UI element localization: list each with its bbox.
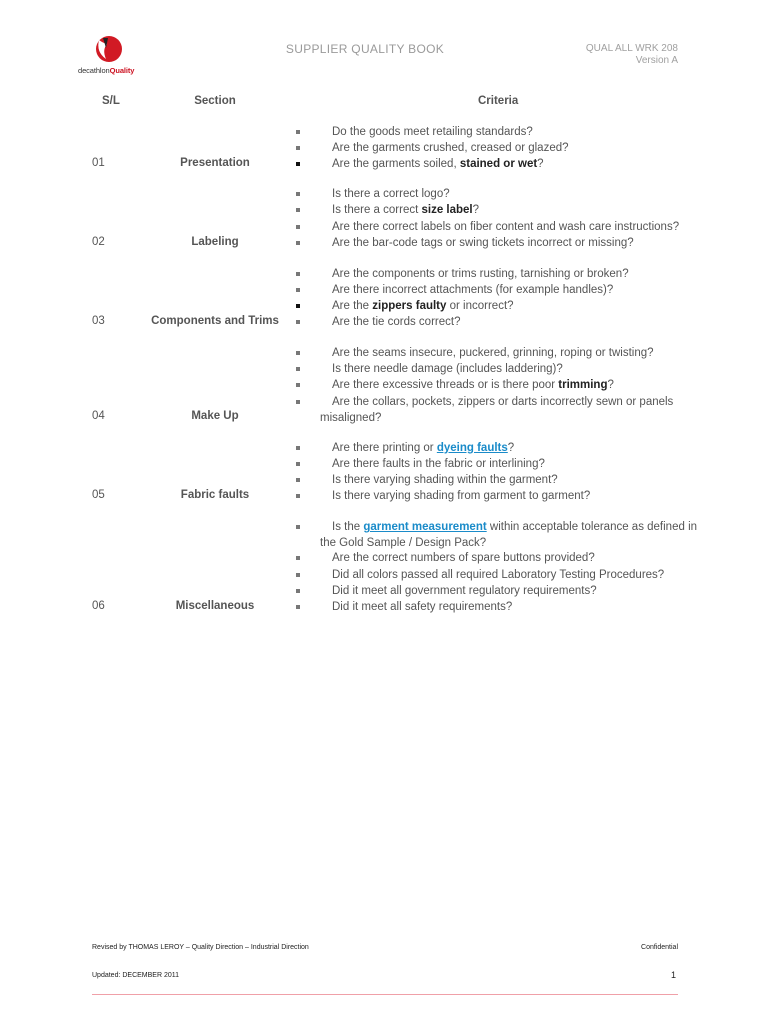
emphasis-text: zippers faulty bbox=[372, 300, 447, 312]
row-section-name: Presentation bbox=[180, 157, 250, 169]
document-code bbox=[586, 43, 678, 67]
bullet-square-icon bbox=[296, 130, 300, 134]
bullet-square-icon bbox=[296, 304, 300, 308]
row-section-name: Fabric faults bbox=[180, 489, 250, 501]
hyperlink-text[interactable]: dyeing faults bbox=[436, 442, 508, 454]
bullet-square-icon bbox=[296, 605, 300, 609]
criteria-text: Is there needle damage (includes laddering)? bbox=[332, 363, 563, 375]
criteria-item bbox=[296, 235, 716, 251]
criteria-text: Are there excessive threads or is there poor trimming? bbox=[332, 379, 614, 391]
criteria-item bbox=[296, 266, 716, 282]
decathlon-quality-logo bbox=[78, 34, 144, 80]
criteria-item bbox=[296, 345, 716, 361]
footer-divider bbox=[92, 994, 678, 995]
column-header-criteria: Criteria bbox=[478, 95, 519, 107]
criteria-text: Are the correct numbers of spare buttons provided? bbox=[332, 552, 595, 564]
bullet-square-icon bbox=[296, 225, 300, 229]
emphasis-text: trimming bbox=[558, 379, 608, 391]
column-header-section: Section bbox=[194, 95, 236, 107]
criteria-item bbox=[296, 361, 716, 377]
row-section-name: Components and Trims bbox=[151, 315, 279, 327]
bullet-square-icon bbox=[296, 494, 300, 498]
bullet-square-icon bbox=[296, 462, 300, 466]
criteria-text: Are there faults in the fabric or interlining? bbox=[332, 458, 545, 470]
criteria-item bbox=[296, 156, 716, 172]
emphasis-text: size label bbox=[421, 204, 473, 216]
bullet-square-icon bbox=[296, 192, 300, 196]
row-section-name: Miscellaneous bbox=[175, 600, 255, 612]
criteria-text: Is there a correct logo? bbox=[332, 188, 450, 200]
row-section-name: Make Up bbox=[191, 410, 239, 422]
criteria-item bbox=[296, 124, 716, 140]
bullet-square-icon bbox=[296, 351, 300, 355]
emphasis-text: stained or wet bbox=[459, 158, 538, 170]
row-sl-number: 01 bbox=[92, 157, 105, 169]
page-number: 1 bbox=[670, 970, 676, 980]
criteria-text: Are the seams insecure, puckered, grinning, roping or twisting? bbox=[332, 347, 654, 359]
criteria-text: Is there varying shading within the garment? bbox=[332, 474, 558, 486]
bullet-square-icon bbox=[296, 478, 300, 482]
row-sl-number: 03 bbox=[92, 315, 105, 327]
footer-confidential: Confidential bbox=[641, 944, 678, 951]
bullet-square-icon bbox=[296, 446, 300, 450]
bullet-square-icon bbox=[296, 573, 300, 577]
logo-text: decathlonQuality bbox=[78, 66, 135, 75]
criteria-text: Is there a correct size label? bbox=[332, 204, 480, 216]
criteria-item bbox=[296, 377, 716, 393]
footer-updated: Updated: DECEMBER 2011 bbox=[92, 972, 180, 979]
criteria-text: Are there correct labels on fiber content and wash care instructions? bbox=[332, 221, 680, 233]
criteria-text: Are there incorrect attachments (for example handles)? bbox=[332, 284, 614, 296]
criteria-item bbox=[296, 219, 716, 235]
criteria-item bbox=[296, 488, 716, 504]
row-sl-number: 05 bbox=[92, 489, 105, 501]
bullet-square-icon bbox=[296, 208, 300, 212]
bullet-square-icon bbox=[296, 241, 300, 245]
bullet-square-icon bbox=[296, 367, 300, 371]
bullet-square-icon bbox=[296, 589, 300, 593]
criteria-text: Are there printing or dyeing faults? bbox=[332, 442, 515, 454]
criteria-item bbox=[296, 440, 716, 456]
criteria-item bbox=[296, 314, 716, 330]
criteria-text: Are the collars, pockets, zippers or darts incorrectly sewn or panels misaligned? bbox=[320, 396, 674, 424]
criteria-item bbox=[296, 472, 716, 488]
column-header-sl: S/L bbox=[102, 95, 120, 107]
bullet-square-icon bbox=[296, 556, 300, 560]
bullet-square-icon bbox=[296, 146, 300, 150]
criteria-text: Are the components or trims rusting, tarnishing or broken? bbox=[332, 268, 629, 280]
criteria-item bbox=[296, 567, 716, 583]
criteria-text: Are the tie cords correct? bbox=[332, 316, 461, 328]
criteria-item bbox=[296, 519, 716, 551]
criteria-text: Are the zippers faulty or incorrect? bbox=[332, 300, 514, 312]
criteria-item bbox=[296, 282, 716, 298]
criteria-item bbox=[296, 599, 716, 615]
document-version: Version A bbox=[635, 55, 678, 66]
criteria-item bbox=[296, 140, 716, 156]
row-sl-number: 02 bbox=[92, 236, 105, 248]
criteria-item bbox=[296, 202, 716, 218]
row-sl-number: 04 bbox=[92, 410, 105, 422]
criteria-text: Do the goods meet retailing standards? bbox=[332, 126, 533, 138]
bullet-square-icon bbox=[296, 272, 300, 276]
criteria-text: Did it meet all safety requirements? bbox=[332, 601, 513, 613]
criteria-text: Is there varying shading from garment to garment? bbox=[332, 490, 591, 502]
criteria-text: Did all colors passed all required Laboratory Testing Procedures? bbox=[332, 569, 665, 581]
hyperlink-text[interactable]: garment measurement bbox=[363, 521, 487, 533]
criteria-item bbox=[296, 394, 716, 426]
bullet-square-icon bbox=[296, 162, 300, 166]
criteria-item bbox=[296, 550, 716, 566]
bullet-square-icon bbox=[296, 288, 300, 292]
criteria-text: Is the garment measurement within acceptable tolerance as defined in the Gold Sample / Design Pack? bbox=[320, 521, 698, 549]
bullet-square-icon bbox=[296, 320, 300, 324]
criteria-text: Are the garments soiled, stained or wet? bbox=[332, 158, 544, 170]
criteria-text: Are the bar-code tags or swing tickets incorrect or missing? bbox=[332, 237, 634, 249]
row-sl-number: 06 bbox=[92, 600, 105, 612]
criteria-item bbox=[296, 186, 716, 202]
criteria-text: Did it meet all government regulatory requirements? bbox=[332, 585, 597, 597]
document-code-number: QUAL ALL WRK 208 bbox=[585, 43, 678, 54]
footer-revised: Revised by THOMAS LEROY – Quality Direction – Industrial Direction bbox=[92, 944, 309, 951]
criteria-item bbox=[296, 298, 716, 314]
bullet-square-icon bbox=[296, 383, 300, 387]
document-title: SUPPLIER QUALITY BOOK bbox=[285, 42, 445, 56]
row-section-name: Labeling bbox=[191, 236, 239, 248]
criteria-item bbox=[296, 583, 716, 599]
criteria-text: Are the garments crushed, creased or glazed? bbox=[332, 142, 569, 154]
criteria-item bbox=[296, 456, 716, 472]
